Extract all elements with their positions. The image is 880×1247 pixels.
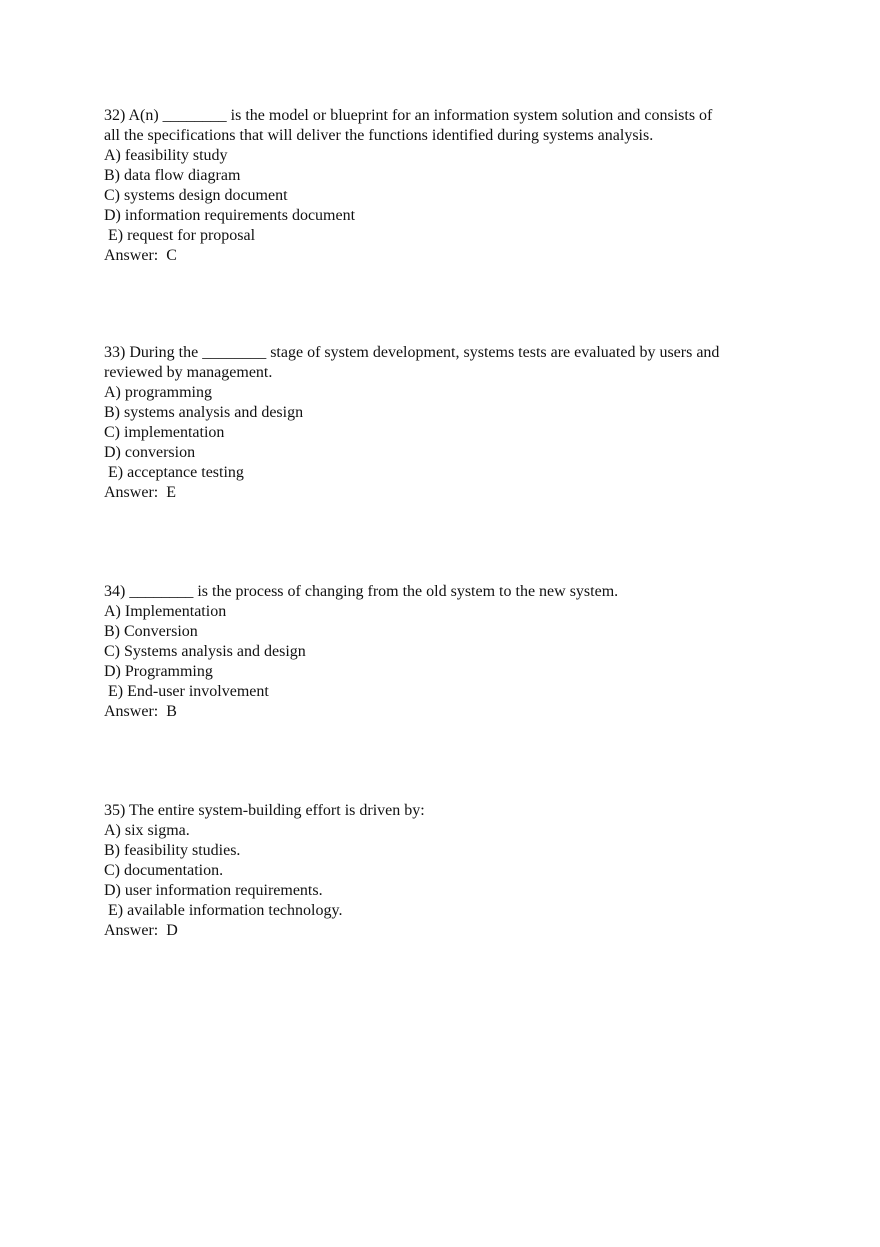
answer-key: Answer: E: [104, 484, 176, 501]
question-stem-line: 32) A(n) ________ is the model or blueprint for an information system solution and consists of: [104, 107, 713, 124]
option-d: D) conversion: [104, 444, 196, 461]
option-c: C) documentation.: [104, 862, 224, 879]
option-c: C) systems design document: [104, 187, 288, 204]
question-stem-line: 33) During the ________ stage of system development, systems tests are evaluated by users and: [104, 344, 720, 361]
option-b: B) data flow diagram: [104, 167, 241, 184]
option-e: E) acceptance testing: [104, 464, 244, 481]
option-d: D) information requirements document: [104, 207, 356, 224]
option-c: C) Systems analysis and design: [104, 643, 306, 660]
question-32: [104, 106, 784, 266]
question-stem-line: all the specifications that will deliver the functions identified during systems analysis.: [104, 127, 654, 144]
question-stem-line: reviewed by management.: [104, 364, 273, 381]
answer-options: [104, 821, 784, 921]
option-a: A) feasibility study: [104, 147, 228, 164]
option-d: D) Programming: [104, 663, 213, 680]
option-d: D) user information requirements.: [104, 882, 323, 899]
question-35: [104, 801, 784, 941]
option-b: B) systems analysis and design: [104, 404, 304, 421]
answer-key: Answer: D: [104, 922, 178, 939]
option-e: E) available information technology.: [104, 902, 343, 919]
answer-key: Answer: B: [104, 703, 177, 720]
question-stem-line: 35) The entire system-building effort is driven by:: [104, 802, 425, 819]
option-a: A) programming: [104, 384, 212, 401]
option-b: B) feasibility studies.: [104, 842, 241, 859]
option-a: A) six sigma.: [104, 822, 190, 839]
option-a: A) Implementation: [104, 603, 227, 620]
option-c: C) implementation: [104, 424, 225, 441]
option-e: E) request for proposal: [104, 227, 256, 244]
answer-options: [104, 383, 784, 483]
question-34: [104, 582, 784, 722]
answer-options: [104, 602, 784, 702]
answer-options: [104, 146, 784, 246]
question-33: [104, 343, 784, 503]
answer-key: Answer: C: [104, 247, 177, 264]
option-b: B) Conversion: [104, 623, 198, 640]
question-stem-line: 34) ________ is the process of changing from the old system to the new system.: [104, 583, 619, 600]
option-e: E) End-user involvement: [104, 683, 269, 700]
